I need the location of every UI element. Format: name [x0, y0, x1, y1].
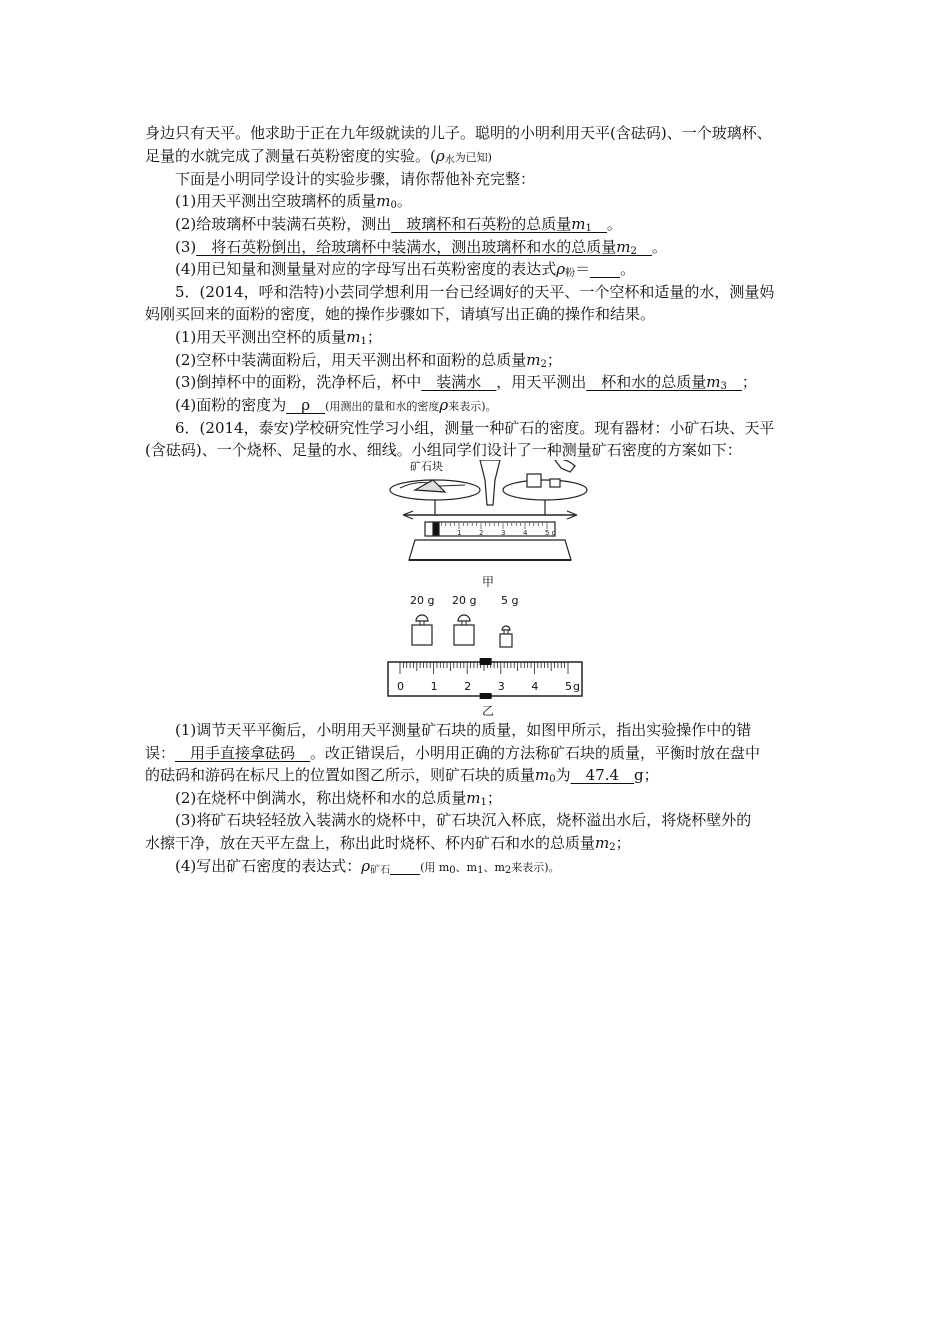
text-line: 妈刚买回来的面粉的密度，她的操作步骤如下，请填写出正确的操作和结果。	[145, 305, 656, 323]
balance-tick-label: 2	[479, 529, 484, 537]
text-line: 5．(2014，呼和浩特)小芸同学想利用一台已经调好的天平、一个空杯和适量的水，测量妈	[175, 283, 775, 301]
balance-tick-label: 5 g	[545, 529, 557, 537]
weight-label: 5 g	[501, 594, 519, 607]
figure-caption-b: 乙	[482, 704, 495, 718]
ruler-rider-top	[480, 658, 492, 665]
balance-tick-label: 4	[523, 529, 528, 537]
ruler-label: 0	[397, 680, 404, 693]
ore-label: 矿石块	[410, 460, 443, 473]
ruler-label: 4	[531, 680, 539, 693]
rider	[433, 523, 439, 535]
hand-shape	[555, 460, 575, 472]
text-line: 6．(2014，泰安)学校研究性学习小组，测量一种矿石的密度。现有器材：小矿石块、天平	[175, 419, 775, 437]
text-line: (1)用天平测出空杯的质量$m_1$；	[175, 328, 382, 347]
figure-caption-a: 甲	[482, 575, 495, 589]
weight-on-pan	[550, 479, 560, 487]
balance-tick-label: 3	[501, 529, 506, 537]
text-line: (2)给玻璃杯中装满石英粉，测出__玻璃杯和石英粉的总质量$m_1\_\_$。	[175, 215, 622, 234]
weight-body	[412, 625, 432, 645]
text-line: 下面是小明同学设计的实验步骤，请你帮他补充完整：	[175, 170, 536, 188]
text-line: (4)面粉的密度为__ρ__(用测出的量和水的密度ρ来表示)。	[175, 396, 497, 414]
weight-knob	[502, 626, 510, 630]
text-line: 的砝码和游码在标尺上的位置如图乙所示，则矿石块的质量$m_0$为__47.4__g；	[145, 766, 659, 785]
weights-ruler-figure	[385, 590, 595, 708]
weight-label: 20 g	[410, 594, 435, 607]
ruler-label: 2	[464, 680, 472, 693]
text-line: (1)调节天平平衡后，小明用天平测量矿石块的质量，如图甲所示，指出实验操作中的错	[175, 721, 752, 739]
text-line: (3)将矿石块轻轻放入装满水的烧杯中，矿石块沉入杯底，烧杯溢出水后，将烧杯壁外的	[175, 811, 752, 829]
text-line: (含砝码)、一个烧杯、足量的水、细线。小组同学们设计了一种测量矿石密度的方案如下：	[145, 441, 742, 459]
balance-tick-label: 1	[457, 529, 462, 537]
ruler-rider-bottom	[480, 693, 492, 699]
weight-on-pan	[527, 474, 541, 487]
text-line: 误：__用手直接拿砝码__。改正错误后，小明用正确的方法称矿石块的质量，平衡时放在盘中	[145, 744, 761, 762]
weight-body	[500, 634, 512, 647]
text-line: 足量的水就完成了测量石英粉密度的实验。($\rho_水$为已知)	[145, 147, 492, 166]
right-pan	[503, 480, 587, 500]
weight-knob	[416, 615, 428, 621]
text-line: (1)用天平测出空玻璃杯的质量$m_0$。	[175, 192, 412, 211]
ruler-label: g	[573, 680, 580, 693]
weight-body	[454, 625, 474, 645]
text-line: 水擦干净，放在天平左盘上，称出此时烧杯、杯内矿石和水的总质量$m_2$；	[145, 834, 631, 853]
text-line: (3)__将石英粉倒出，给玻璃杯中装满水，测出玻璃杯和水的总质量$m_2\_\_$。	[175, 238, 667, 257]
text-line: (4)写出矿石密度的表达式：$\rho_{矿石}\_\_\_\_$(用 $m_0$、$m_1$、$m_2$来表示)。	[175, 857, 560, 876]
ruler-label: 1	[430, 680, 438, 693]
weight-label: 20 g	[452, 594, 477, 607]
text-line: (4)用已知量和测量量对应的字母写出石英粉密度的表达式$\rho_粉=\_\_\_\_$。	[175, 260, 636, 279]
ruler-label: 5	[565, 680, 572, 693]
balance-figure	[385, 460, 595, 590]
weight-knob	[458, 615, 470, 621]
text-line: (2)空杯中装满面粉后，用天平测出杯和面粉的总质量$m_2$；	[175, 351, 562, 370]
text-line: 身边只有天平。他求助于正在九年级就读的儿子。聪明的小明利用天平(含砝码)、一个玻璃杯、	[145, 124, 772, 142]
text-line: (3)倒掉杯中的面粉，洗净杯后，杯中__装满水__，用天平测出__杯和水的总质量$m_3\_\_$；	[175, 373, 757, 392]
text-line: (2)在烧杯中倒满水，称出烧杯和水的总质量$m_1$；	[175, 789, 502, 808]
ruler-label: 3	[497, 680, 505, 693]
